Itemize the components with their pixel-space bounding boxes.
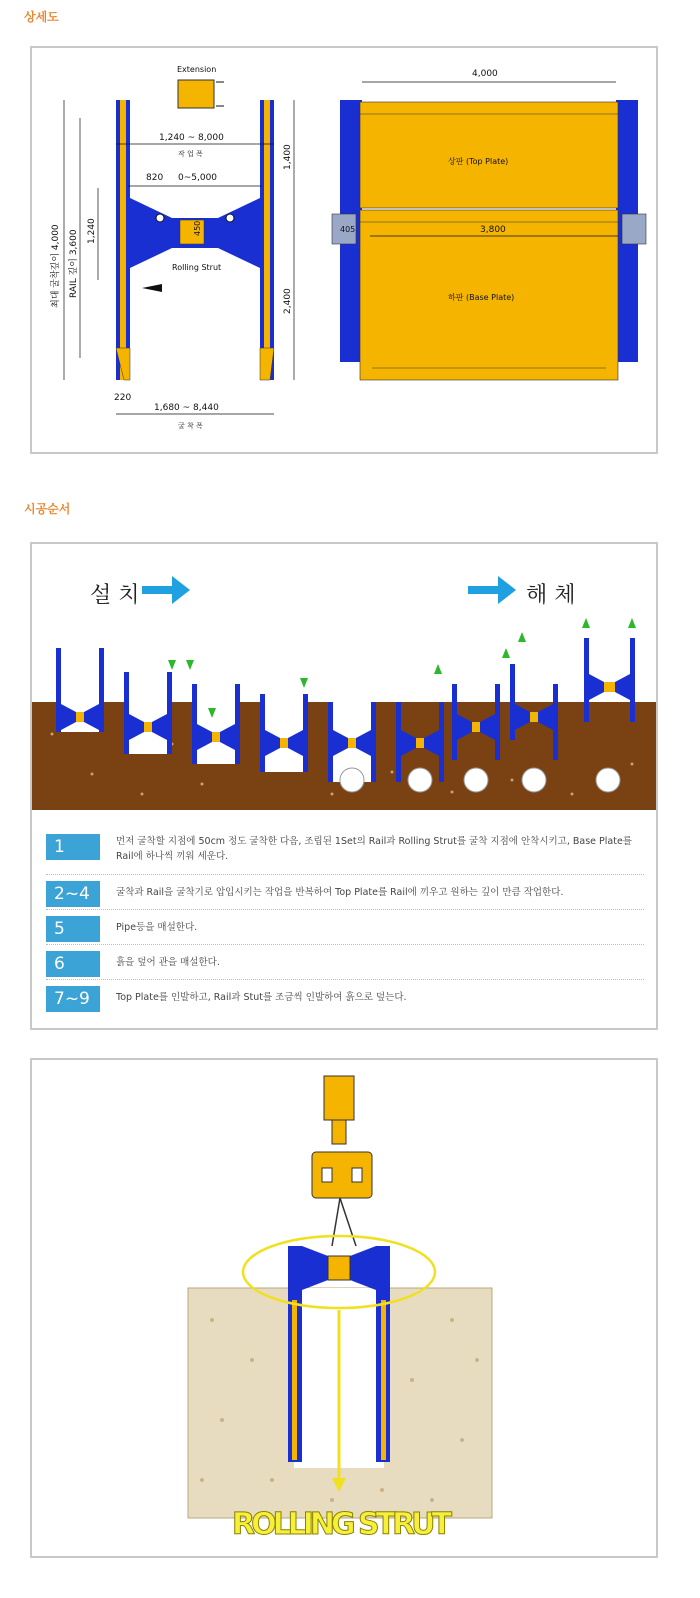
step-item bbox=[46, 828, 644, 875]
stage-3 bbox=[192, 684, 240, 764]
rail-depth-label: RAIL 깊이 3,600 bbox=[69, 229, 79, 298]
step-item bbox=[46, 945, 644, 980]
detail-section-title: 상세도 bbox=[24, 10, 59, 24]
step-number-badge: 5 bbox=[46, 916, 100, 942]
extension-label: Extension bbox=[177, 65, 217, 74]
step-number-badge: 6 bbox=[46, 951, 100, 977]
excavator-attachment bbox=[312, 1152, 372, 1198]
stage-5 bbox=[328, 702, 376, 792]
strut-center-block bbox=[328, 1256, 350, 1280]
excavator-arm bbox=[324, 1076, 354, 1120]
sequence-illustration bbox=[32, 544, 656, 816]
push-arrow-icon bbox=[300, 678, 308, 688]
strut-right-body bbox=[350, 1246, 376, 1290]
excavation-width-range: 1,680 ~ 8,440 bbox=[154, 403, 219, 413]
pull-arrow-icon bbox=[434, 664, 442, 674]
rolling-strut-label: Rolling Strut bbox=[172, 263, 222, 272]
dim-0-5000: 0~5,000 bbox=[178, 173, 218, 183]
sequence-panel bbox=[30, 542, 658, 1030]
dim-405: 405 bbox=[340, 225, 356, 234]
dim-1240: 1,240 bbox=[87, 218, 97, 244]
pull-arrow-icon bbox=[582, 618, 590, 628]
strut-left-body bbox=[302, 1246, 328, 1290]
dim-1400: 1,400 bbox=[283, 144, 293, 170]
plan-width-4000: 4,000 bbox=[472, 69, 498, 79]
dim-3800: 3,800 bbox=[480, 225, 506, 235]
pull-arrow-icon bbox=[518, 632, 526, 642]
step-item bbox=[46, 910, 644, 945]
step-item bbox=[46, 875, 644, 910]
step-text: 흙을 덮어 관을 매설한다. bbox=[116, 957, 220, 968]
push-arrow-icon bbox=[186, 660, 194, 670]
top-plate bbox=[360, 102, 618, 208]
work-width-range: 1,240 ~ 8,000 bbox=[159, 133, 224, 143]
detail-drawing-panel bbox=[30, 46, 658, 454]
step-list bbox=[46, 828, 644, 1014]
step-item bbox=[46, 980, 644, 1014]
left-strut-body bbox=[130, 198, 172, 268]
rolling-strut-illustration bbox=[32, 1060, 656, 1556]
rolling-strut-panel bbox=[30, 1058, 658, 1558]
base-plate-label: 하판 (Base Plate) bbox=[448, 293, 515, 302]
step-number-badge: 1 bbox=[46, 834, 100, 860]
dismantle-arrow-icon bbox=[468, 576, 516, 604]
top-plate-label: 상판 (Top Plate) bbox=[448, 157, 509, 166]
dim-820: 820 bbox=[146, 173, 164, 183]
step-number-badge: 7~9 bbox=[46, 986, 100, 1012]
right-strut-body bbox=[218, 198, 260, 268]
dismantle-label: 해 체 bbox=[526, 583, 576, 608]
detail-drawing bbox=[32, 48, 656, 452]
step-number-badge: 2~4 bbox=[46, 881, 100, 907]
dim-450: 450 bbox=[193, 220, 202, 236]
step-text: Pipe등을 매설한다. bbox=[116, 922, 198, 933]
rolling-strut-caption: ROLLING STRUT bbox=[232, 1507, 452, 1542]
excavation-width-label: 굴 착 폭 bbox=[178, 422, 203, 430]
step-text: 굴착과 Rail을 굴착기로 압입시키는 작업을 반복하여 Top Plate를 Rail에 끼우고 원하는 깊이 만큼 작업한다. bbox=[116, 887, 564, 898]
extension-box bbox=[178, 80, 214, 108]
dim-220: 220 bbox=[114, 393, 132, 403]
stage-1 bbox=[56, 648, 104, 732]
push-arrow-icon bbox=[168, 660, 176, 670]
step-text: 먼저 굴착할 지점에 50cm 정도 굴착한 다음, 조립된 1Set의 Rail과 Rolling Strut를 굴착 지점에 안착시키고, Base Plate를 Rail에 하나씩 끼워 세운다. bbox=[116, 836, 632, 862]
sequence-section-title: 시공순서 bbox=[24, 502, 71, 516]
dim-2400: 2,400 bbox=[283, 288, 293, 314]
pull-arrow-icon bbox=[502, 648, 510, 658]
max-depth-label: 최대 굴착깊이 4,000 bbox=[51, 224, 61, 308]
work-width-label: 작 업 폭 bbox=[178, 150, 203, 158]
stage-4 bbox=[260, 678, 308, 772]
install-arrow-icon bbox=[142, 576, 190, 604]
install-label: 설 치 bbox=[90, 583, 140, 608]
step-text: Top Plate를 인발하고, Rail과 Stut를 조금씩 인발하여 흙으로 덮는다. bbox=[116, 992, 407, 1003]
pull-arrow-icon bbox=[628, 618, 636, 628]
